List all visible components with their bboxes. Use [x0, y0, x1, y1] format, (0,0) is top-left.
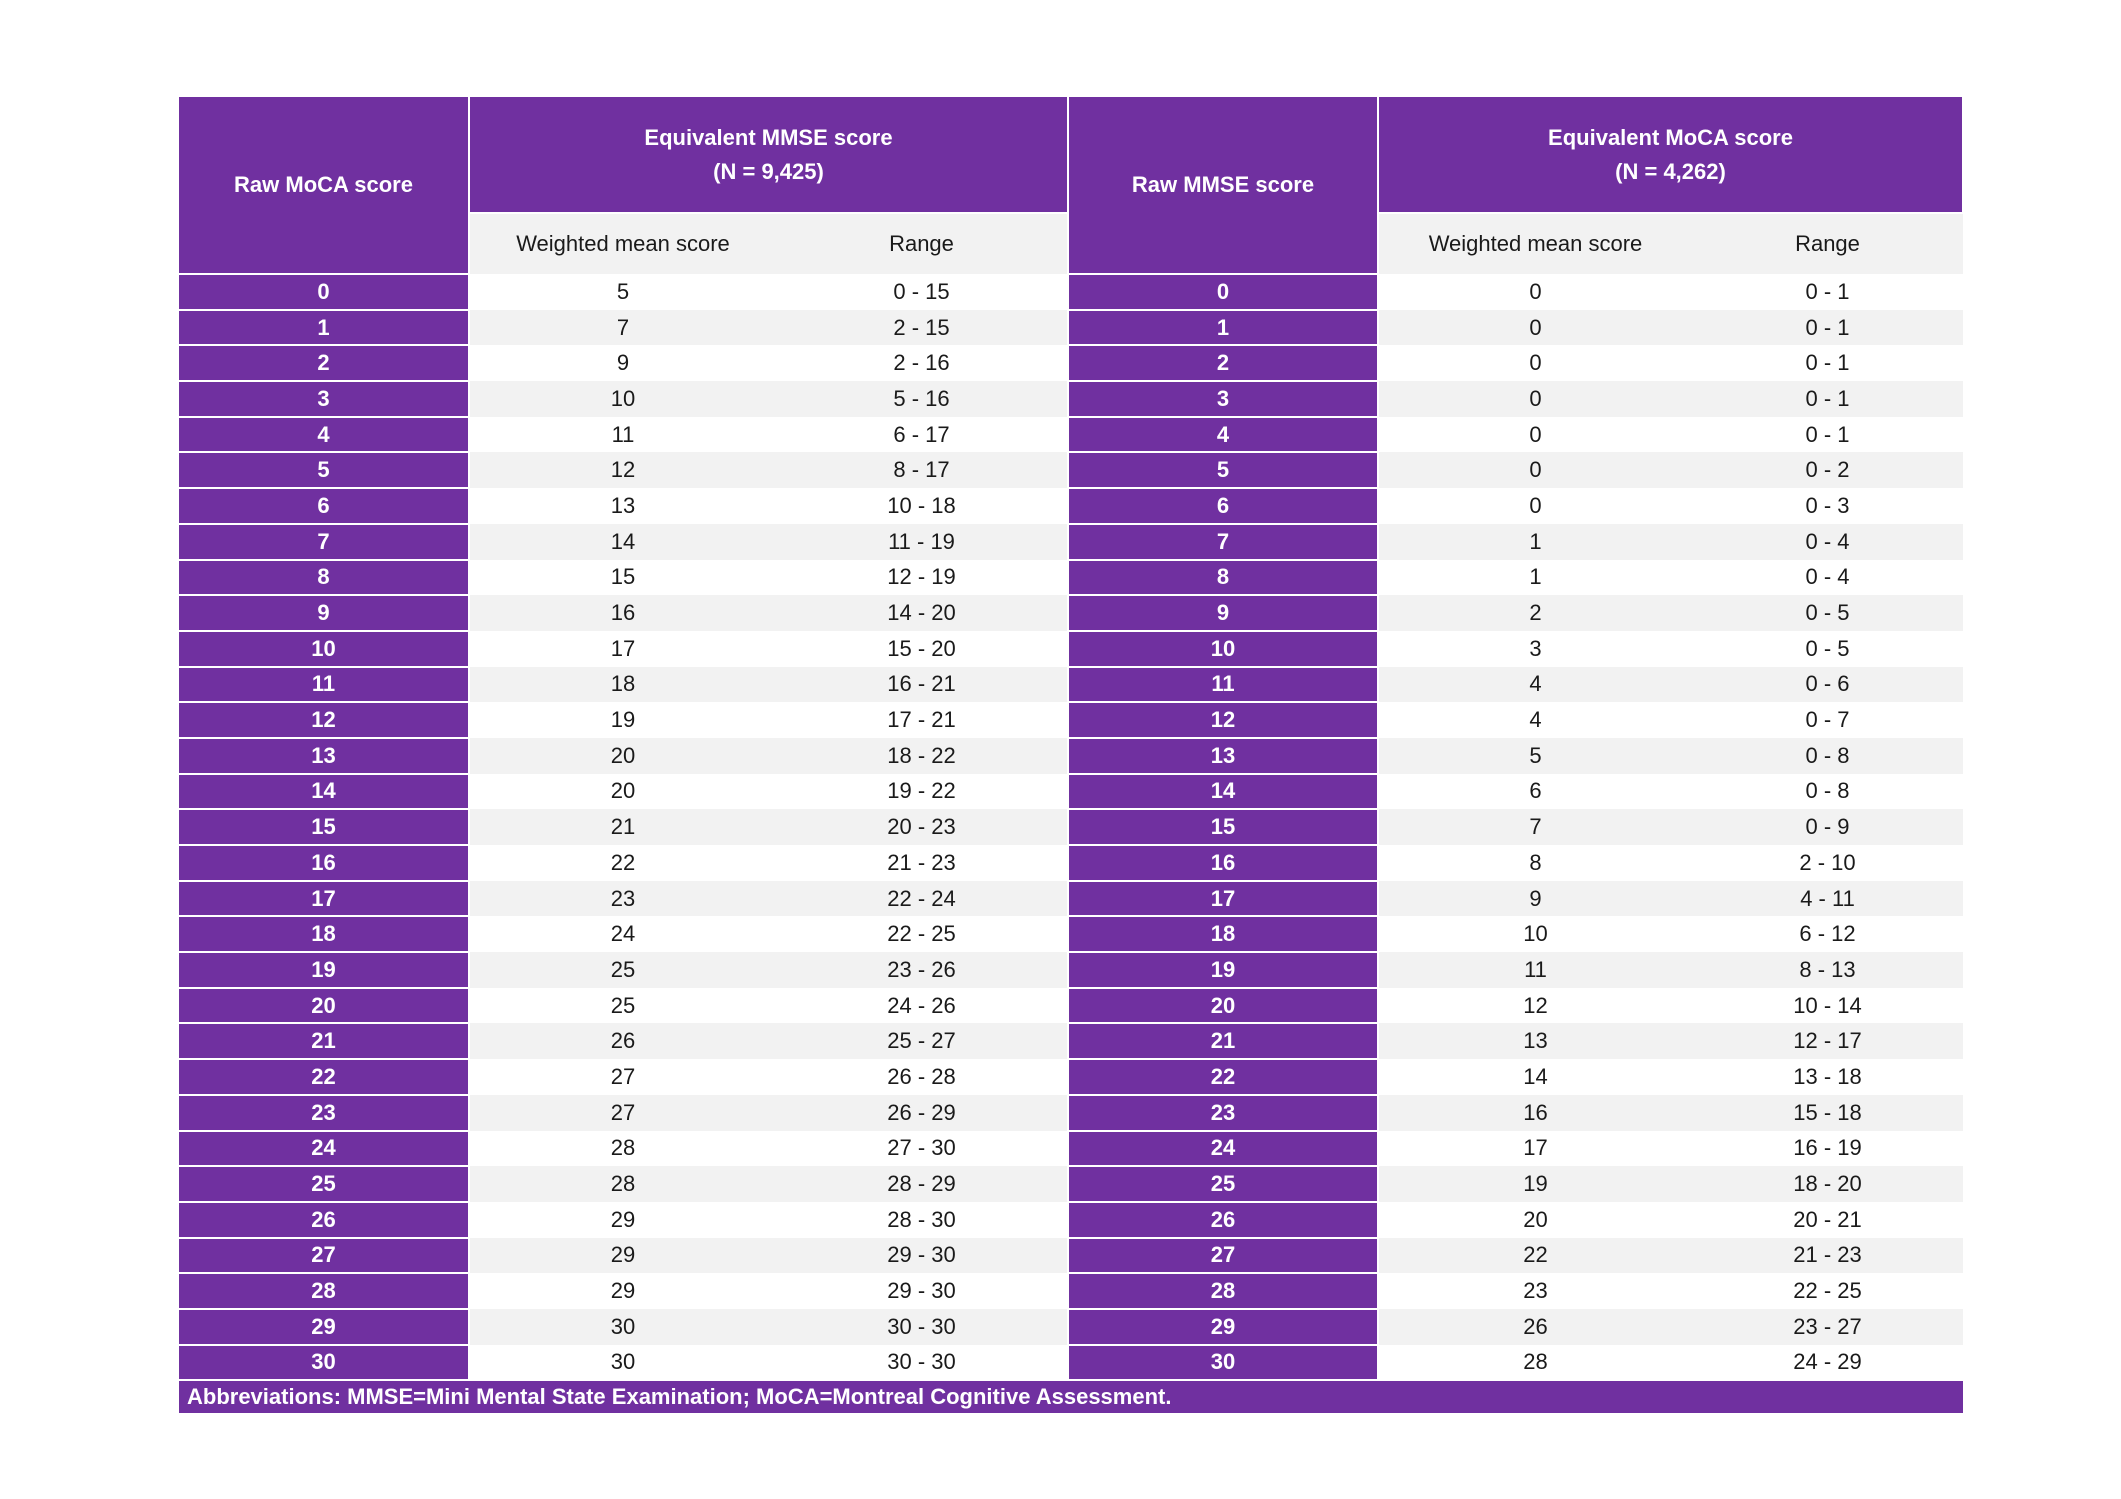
mmse-range-cell: 8 - 17: [776, 452, 1068, 488]
mmse-range-cell: 25 - 27: [776, 1023, 1068, 1059]
moca-range-cell: 10 - 14: [1692, 988, 1963, 1024]
moca-range-cell: 0 - 5: [1692, 595, 1963, 631]
raw-mmse-cell: 12: [1068, 702, 1378, 738]
table-row: [179, 1059, 1963, 1095]
raw-mmse-cell: 0: [1068, 274, 1378, 310]
mmse-range-cell: 11 - 19: [776, 524, 1068, 560]
mmse-range-cell: 21 - 23: [776, 845, 1068, 881]
mmse-range-cell: 19 - 22: [776, 774, 1068, 810]
moca-range-cell: 0 - 4: [1692, 524, 1963, 560]
mmse-range-cell: 29 - 30: [776, 1273, 1068, 1309]
table-row: [179, 1202, 1963, 1238]
mmse-weighted-mean-cell: 13: [469, 488, 776, 524]
raw-mmse-cell: 11: [1068, 667, 1378, 703]
mmse-weighted-mean-header: Weighted mean score: [469, 213, 776, 274]
raw-moca-cell: 19: [179, 952, 469, 988]
raw-moca-cell: 3: [179, 381, 469, 417]
mmse-weighted-mean-cell: 11: [469, 417, 776, 453]
equivalent-moca-header: [1378, 97, 1963, 213]
moca-range-cell: 23 - 27: [1692, 1309, 1963, 1345]
moca-weighted-mean-header: Weighted mean score: [1378, 213, 1692, 274]
raw-mmse-cell: 2: [1068, 345, 1378, 381]
raw-mmse-cell: 27: [1068, 1238, 1378, 1274]
moca-weighted-mean-cell: 0: [1378, 452, 1692, 488]
raw-moca-cell: 12: [179, 702, 469, 738]
raw-moca-cell: 25: [179, 1166, 469, 1202]
mmse-range-cell: 12 - 19: [776, 560, 1068, 596]
equivalent-mmse-header: [469, 97, 1068, 213]
raw-mmse-cell: 7: [1068, 524, 1378, 560]
mmse-range-cell: 28 - 29: [776, 1166, 1068, 1202]
raw-moca-cell: 11: [179, 667, 469, 703]
conversion-table-container: [179, 97, 1963, 1413]
moca-weighted-mean-cell: 16: [1378, 1095, 1692, 1131]
mmse-range-cell: 16 - 21: [776, 667, 1068, 703]
table-row: [179, 488, 1963, 524]
raw-mmse-cell: 1: [1068, 310, 1378, 346]
table-row: [179, 952, 1963, 988]
table-header: [179, 97, 1963, 274]
mmse-range-cell: 10 - 18: [776, 488, 1068, 524]
mmse-range-cell: 30 - 30: [776, 1309, 1068, 1345]
moca-weighted-mean-cell: 5: [1378, 738, 1692, 774]
mmse-weighted-mean-cell: 20: [469, 774, 776, 810]
mmse-weighted-mean-cell: 16: [469, 595, 776, 631]
moca-weighted-mean-cell: 17: [1378, 1131, 1692, 1167]
table-row: [179, 738, 1963, 774]
mmse-weighted-mean-cell: 15: [469, 560, 776, 596]
raw-mmse-cell: 14: [1068, 774, 1378, 810]
raw-moca-cell: 4: [179, 417, 469, 453]
mmse-weighted-mean-cell: 17: [469, 631, 776, 667]
raw-mmse-cell: 9: [1068, 595, 1378, 631]
moca-range-cell: 0 - 2: [1692, 452, 1963, 488]
mmse-weighted-mean-cell: 19: [469, 702, 776, 738]
table-row: [179, 1095, 1963, 1131]
moca-range-cell: 16 - 19: [1692, 1131, 1963, 1167]
mmse-range-cell: 26 - 29: [776, 1095, 1068, 1131]
raw-mmse-cell: 10: [1068, 631, 1378, 667]
moca-weighted-mean-cell: 6: [1378, 774, 1692, 810]
raw-mmse-cell: 17: [1068, 881, 1378, 917]
moca-weighted-mean-cell: 12: [1378, 988, 1692, 1024]
moca-weighted-mean-cell: 23: [1378, 1273, 1692, 1309]
table-row: [179, 774, 1963, 810]
mmse-range-cell: 30 - 30: [776, 1345, 1068, 1381]
raw-moca-cell: 17: [179, 881, 469, 917]
moca-range-cell: 4 - 11: [1692, 881, 1963, 917]
mmse-weighted-mean-cell: 28: [469, 1166, 776, 1202]
mmse-range-cell: 15 - 20: [776, 631, 1068, 667]
raw-moca-cell: 30: [179, 1345, 469, 1381]
table-row: [179, 417, 1963, 453]
mmse-range-cell: 17 - 21: [776, 702, 1068, 738]
raw-moca-cell: 7: [179, 524, 469, 560]
raw-moca-cell: 16: [179, 845, 469, 881]
moca-range-cell: 0 - 8: [1692, 774, 1963, 810]
equivalent-moca-n: (N = 4,262): [1615, 158, 1726, 184]
moca-range-cell: 0 - 1: [1692, 381, 1963, 417]
moca-weighted-mean-cell: 1: [1378, 560, 1692, 596]
table-row: [179, 560, 1963, 596]
mmse-weighted-mean-cell: 22: [469, 845, 776, 881]
raw-mmse-cell: 16: [1068, 845, 1378, 881]
table-row: [179, 310, 1963, 346]
mmse-weighted-mean-cell: 29: [469, 1273, 776, 1309]
raw-mmse-cell: 24: [1068, 1131, 1378, 1167]
mmse-weighted-mean-cell: 30: [469, 1309, 776, 1345]
equivalent-moca-title: Equivalent MoCA score: [1548, 124, 1793, 150]
table-row: [179, 1166, 1963, 1202]
raw-moca-cell: 21: [179, 1023, 469, 1059]
mmse-weighted-mean-cell: 5: [469, 274, 776, 310]
moca-weighted-mean-cell: 14: [1378, 1059, 1692, 1095]
mmse-weighted-mean-cell: 12: [469, 452, 776, 488]
mmse-weighted-mean-cell: 20: [469, 738, 776, 774]
mmse-range-cell: 29 - 30: [776, 1238, 1068, 1274]
mmse-range-cell: 22 - 24: [776, 881, 1068, 917]
moca-weighted-mean-cell: 11: [1378, 952, 1692, 988]
raw-mmse-cell: 22: [1068, 1059, 1378, 1095]
mmse-weighted-mean-cell: 29: [469, 1238, 776, 1274]
moca-weighted-mean-cell: 13: [1378, 1023, 1692, 1059]
raw-moca-cell: 9: [179, 595, 469, 631]
mmse-range-cell: 27 - 30: [776, 1131, 1068, 1167]
mmse-range-cell: 5 - 16: [776, 381, 1068, 417]
table-row: [179, 667, 1963, 703]
raw-moca-cell: 1: [179, 310, 469, 346]
mmse-weighted-mean-cell: 26: [469, 1023, 776, 1059]
raw-moca-cell: 10: [179, 631, 469, 667]
moca-range-cell: 0 - 8: [1692, 738, 1963, 774]
table-row: [179, 916, 1963, 952]
raw-moca-header: Raw MoCA score: [179, 97, 469, 274]
table-row: [179, 881, 1963, 917]
mmse-weighted-mean-cell: 9: [469, 345, 776, 381]
raw-mmse-cell: 25: [1068, 1166, 1378, 1202]
mmse-range-cell: 18 - 22: [776, 738, 1068, 774]
raw-mmse-cell: 15: [1068, 809, 1378, 845]
equivalent-mmse-title: Equivalent MMSE score: [644, 124, 893, 150]
raw-moca-cell: 29: [179, 1309, 469, 1345]
moca-range-cell: 20 - 21: [1692, 1202, 1963, 1238]
table-row: [179, 702, 1963, 738]
mmse-weighted-mean-cell: 29: [469, 1202, 776, 1238]
table-body: [179, 274, 1963, 1380]
mmse-weighted-mean-cell: 14: [469, 524, 776, 560]
moca-weighted-mean-cell: 3: [1378, 631, 1692, 667]
mmse-weighted-mean-cell: 28: [469, 1131, 776, 1167]
moca-weighted-mean-cell: 7: [1378, 809, 1692, 845]
mmse-range-cell: 24 - 26: [776, 988, 1068, 1024]
moca-range-cell: 8 - 13: [1692, 952, 1963, 988]
mmse-weighted-mean-cell: 23: [469, 881, 776, 917]
mmse-weighted-mean-cell: 25: [469, 952, 776, 988]
moca-weighted-mean-cell: 20: [1378, 1202, 1692, 1238]
moca-weighted-mean-cell: 22: [1378, 1238, 1692, 1274]
raw-mmse-header: Raw MMSE score: [1068, 97, 1378, 274]
mmse-range-cell: 2 - 16: [776, 345, 1068, 381]
raw-mmse-cell: 20: [1068, 988, 1378, 1024]
moca-range-cell: 22 - 25: [1692, 1273, 1963, 1309]
raw-moca-cell: 5: [179, 452, 469, 488]
table-row: [179, 631, 1963, 667]
mmse-weighted-mean-cell: 27: [469, 1059, 776, 1095]
table-row: [179, 1238, 1963, 1274]
raw-mmse-cell: 23: [1068, 1095, 1378, 1131]
moca-range-cell: 0 - 1: [1692, 274, 1963, 310]
raw-moca-cell: 24: [179, 1131, 469, 1167]
mmse-range-cell: 2 - 15: [776, 310, 1068, 346]
mmse-range-cell: 0 - 15: [776, 274, 1068, 310]
abbreviations-footnote: Abbreviations: MMSE=Mini Mental State Examination; MoCA=Montreal Cognitive Assessment.: [179, 1380, 1963, 1413]
raw-moca-cell: 22: [179, 1059, 469, 1095]
raw-moca-cell: 0: [179, 274, 469, 310]
mmse-range-cell: 6 - 17: [776, 417, 1068, 453]
moca-range-cell: 24 - 29: [1692, 1345, 1963, 1381]
moca-range-cell: 0 - 1: [1692, 417, 1963, 453]
raw-mmse-cell: 4: [1068, 417, 1378, 453]
table-row: [179, 988, 1963, 1024]
raw-mmse-cell: 6: [1068, 488, 1378, 524]
mmse-range-cell: 23 - 26: [776, 952, 1068, 988]
table-row: [179, 1273, 1963, 1309]
moca-weighted-mean-cell: 0: [1378, 381, 1692, 417]
mmse-weighted-mean-cell: 18: [469, 667, 776, 703]
moca-range-cell: 15 - 18: [1692, 1095, 1963, 1131]
moca-range-cell: 2 - 10: [1692, 845, 1963, 881]
mmse-range-cell: 20 - 23: [776, 809, 1068, 845]
moca-weighted-mean-cell: 0: [1378, 345, 1692, 381]
mmse-weighted-mean-cell: 25: [469, 988, 776, 1024]
raw-mmse-cell: 3: [1068, 381, 1378, 417]
table-row: [179, 1309, 1963, 1345]
mmse-weighted-mean-cell: 21: [469, 809, 776, 845]
mmse-weighted-mean-cell: 30: [469, 1345, 776, 1381]
moca-weighted-mean-cell: 1: [1378, 524, 1692, 560]
raw-mmse-cell: 26: [1068, 1202, 1378, 1238]
moca-mmse-conversion-table: [179, 97, 1964, 1413]
raw-moca-cell: 20: [179, 988, 469, 1024]
raw-moca-cell: 2: [179, 345, 469, 381]
raw-mmse-cell: 29: [1068, 1309, 1378, 1345]
moca-range-cell: 0 - 1: [1692, 310, 1963, 346]
moca-range-cell: 0 - 6: [1692, 667, 1963, 703]
raw-mmse-cell: 13: [1068, 738, 1378, 774]
moca-range-cell: 0 - 9: [1692, 809, 1963, 845]
raw-mmse-cell: 19: [1068, 952, 1378, 988]
moca-range-cell: 18 - 20: [1692, 1166, 1963, 1202]
moca-weighted-mean-cell: 28: [1378, 1345, 1692, 1381]
moca-range-cell: 12 - 17: [1692, 1023, 1963, 1059]
table-row: [179, 524, 1963, 560]
raw-moca-cell: 18: [179, 916, 469, 952]
moca-range-cell: 0 - 3: [1692, 488, 1963, 524]
raw-moca-cell: 27: [179, 1238, 469, 1274]
table-row: [179, 595, 1963, 631]
raw-moca-cell: 6: [179, 488, 469, 524]
mmse-weighted-mean-cell: 7: [469, 310, 776, 346]
raw-mmse-cell: 8: [1068, 560, 1378, 596]
moca-range-cell: 13 - 18: [1692, 1059, 1963, 1095]
moca-weighted-mean-cell: 0: [1378, 310, 1692, 346]
moca-range-cell: 0 - 7: [1692, 702, 1963, 738]
moca-weighted-mean-cell: 2: [1378, 595, 1692, 631]
moca-weighted-mean-cell: 4: [1378, 702, 1692, 738]
moca-range-cell: 0 - 4: [1692, 560, 1963, 596]
mmse-weighted-mean-cell: 24: [469, 916, 776, 952]
table-row: [179, 1131, 1963, 1167]
table-row: [179, 845, 1963, 881]
mmse-range-cell: 26 - 28: [776, 1059, 1068, 1095]
moca-range-cell: 0 - 5: [1692, 631, 1963, 667]
mmse-weighted-mean-cell: 27: [469, 1095, 776, 1131]
moca-weighted-mean-cell: 0: [1378, 417, 1692, 453]
moca-weighted-mean-cell: 0: [1378, 274, 1692, 310]
moca-weighted-mean-cell: 4: [1378, 667, 1692, 703]
raw-moca-cell: 23: [179, 1095, 469, 1131]
table-row: [179, 345, 1963, 381]
raw-mmse-cell: 5: [1068, 452, 1378, 488]
mmse-range-cell: 28 - 30: [776, 1202, 1068, 1238]
raw-mmse-cell: 18: [1068, 916, 1378, 952]
moca-weighted-mean-cell: 10: [1378, 916, 1692, 952]
raw-moca-cell: 13: [179, 738, 469, 774]
table-row: [179, 1345, 1963, 1381]
table-row: [179, 274, 1963, 310]
moca-weighted-mean-cell: 0: [1378, 488, 1692, 524]
mmse-range-cell: 14 - 20: [776, 595, 1068, 631]
moca-range-cell: 0 - 1: [1692, 345, 1963, 381]
raw-mmse-cell: 28: [1068, 1273, 1378, 1309]
moca-weighted-mean-cell: 19: [1378, 1166, 1692, 1202]
table-row: [179, 809, 1963, 845]
mmse-weighted-mean-cell: 10: [469, 381, 776, 417]
table-row: [179, 381, 1963, 417]
table-row: [179, 452, 1963, 488]
moca-weighted-mean-cell: 26: [1378, 1309, 1692, 1345]
equivalent-mmse-n: (N = 9,425): [713, 158, 824, 184]
raw-moca-cell: 15: [179, 809, 469, 845]
raw-moca-cell: 28: [179, 1273, 469, 1309]
raw-moca-cell: 26: [179, 1202, 469, 1238]
raw-mmse-cell: 21: [1068, 1023, 1378, 1059]
moca-range-cell: 21 - 23: [1692, 1238, 1963, 1274]
table-row: [179, 1023, 1963, 1059]
mmse-range-header: Range: [776, 213, 1068, 274]
raw-mmse-cell: 30: [1068, 1345, 1378, 1381]
raw-moca-cell: 14: [179, 774, 469, 810]
moca-weighted-mean-cell: 9: [1378, 881, 1692, 917]
mmse-range-cell: 22 - 25: [776, 916, 1068, 952]
moca-weighted-mean-cell: 8: [1378, 845, 1692, 881]
moca-range-cell: 6 - 12: [1692, 916, 1963, 952]
moca-range-header: Range: [1692, 213, 1963, 274]
raw-moca-cell: 8: [179, 560, 469, 596]
